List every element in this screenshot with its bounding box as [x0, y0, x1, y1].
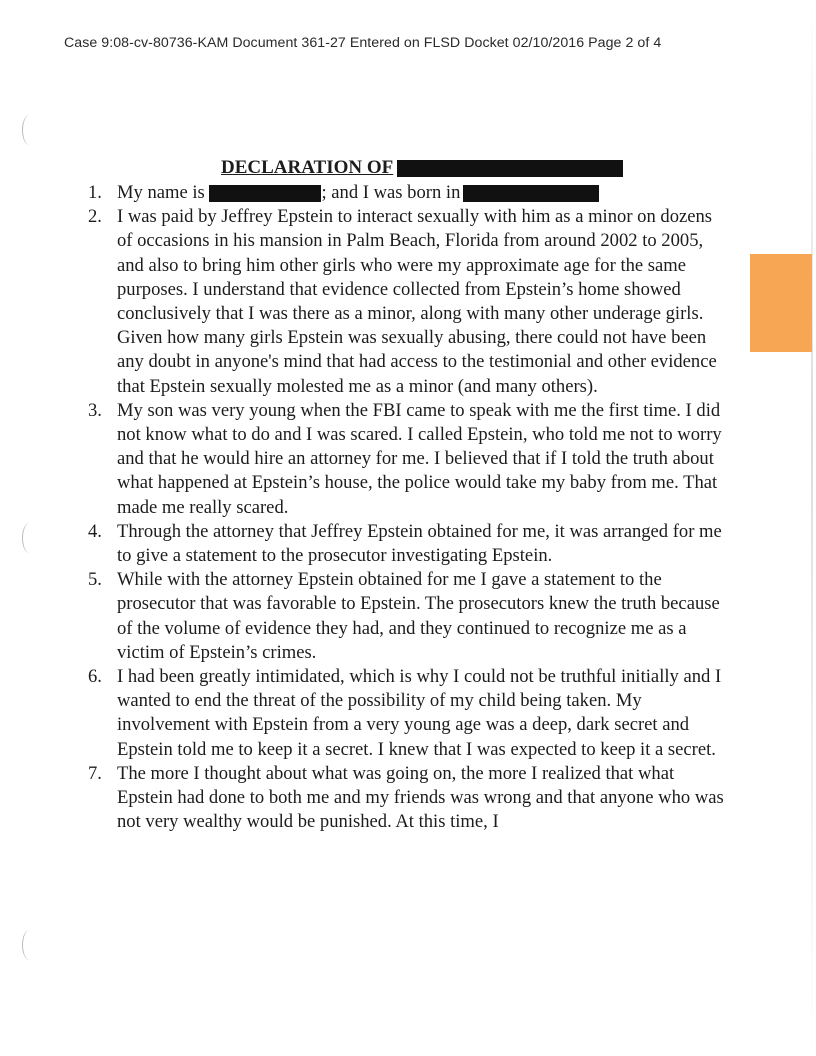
paragraph-text: I was paid by Jeffrey Epstein to interact sexually with him as a minor on dozens of occasions in his mansion in Palm Beach, Florida from around 2002 to 2005, and also to bring him other girls who were my approximate age for the same purposes. I understand that evidence collected from Epstein’s home showed conclusively that I was there as a minor, along with many other underage girls. Given how many girls Epstein was sexually abusing, there could not have been any doubt in anyone's mind that had access to the testimonial and other evidence that Epstein sexually molested me as a minor (and many others). — [117, 206, 717, 397]
born-in-text: ; and I was born in — [321, 182, 461, 203]
paragraph-number: 7. — [88, 762, 102, 784]
paragraph-number: 5. — [88, 569, 102, 591]
paragraph-number: 3. — [88, 399, 102, 421]
punch-hole-mark — [22, 930, 37, 960]
paragraph-text: While with the attorney Epstein obtained for me I gave a statement to the prosecutor that was favorable to Epstein. The prosecutors knew the truth because of the volume of evidence they had, and they continued to recognize me as a victim of Epstein’s crimes. — [117, 569, 720, 663]
declaration-title-text: DECLARATION OF — [221, 157, 394, 178]
scan-edge-shadow — [811, 0, 813, 1056]
paragraph-number: 6. — [88, 666, 102, 688]
punch-hole-mark — [22, 115, 37, 145]
paragraph-5 — [88, 568, 728, 665]
redaction-box — [463, 185, 599, 202]
paragraph-text: The more I thought about what was going on, the more I realized that what Epstein had done to both me and my friends was wrong and that anyone who was not very wealthy would be punished. At this time, I — [117, 762, 724, 833]
paragraph-text: Through the attorney that Jeffrey Epstein obtained for me, it was arranged for me to give a statement to the prosecutor investigating Epstein. — [117, 520, 722, 567]
orange-sticky-tab — [750, 254, 812, 352]
paragraph-number: 2. — [88, 206, 102, 228]
paragraph-text — [117, 181, 728, 205]
paragraph-2 — [88, 205, 728, 399]
declaration-title — [221, 157, 623, 179]
paragraph-1 — [88, 181, 728, 205]
redaction-box — [397, 160, 623, 177]
paragraph-3 — [88, 399, 728, 520]
punch-hole-mark — [22, 523, 37, 553]
name-intro-text: My name is — [117, 182, 210, 203]
paragraph-4 — [88, 520, 728, 568]
court-filing-header: Case 9:08-cv-80736-KAM Document 361-27 Entered on FLSD Docket 02/10/2016 Page 2 of 4 — [64, 35, 662, 51]
paragraph-text: I had been greatly intimidated, which is why I could not be truthful initially and I wanted to end the threat of the possibility of my child being taken. My involvement with Epstein from a very young age was a deep, dark secret and Epstein told me to keep it a secret. I knew that I was expected to keep it a secret. — [117, 666, 722, 760]
redaction-box — [209, 185, 321, 202]
declaration-paragraphs — [88, 181, 728, 834]
paragraph-text: My son was very young when the FBI came to speak with me the first time. I did not know what to do and I was scared. I called Epstein, who told me not to worry and that he would hire an attorney for me. I believed that if I told the truth about what happened at Epstein’s house, the police would take my baby from me. That made me really scared. — [117, 399, 722, 518]
paragraph-7 — [88, 762, 728, 835]
paragraph-number: 1. — [88, 182, 102, 203]
paragraph-number: 4. — [88, 520, 102, 542]
paragraph-6 — [88, 665, 728, 762]
